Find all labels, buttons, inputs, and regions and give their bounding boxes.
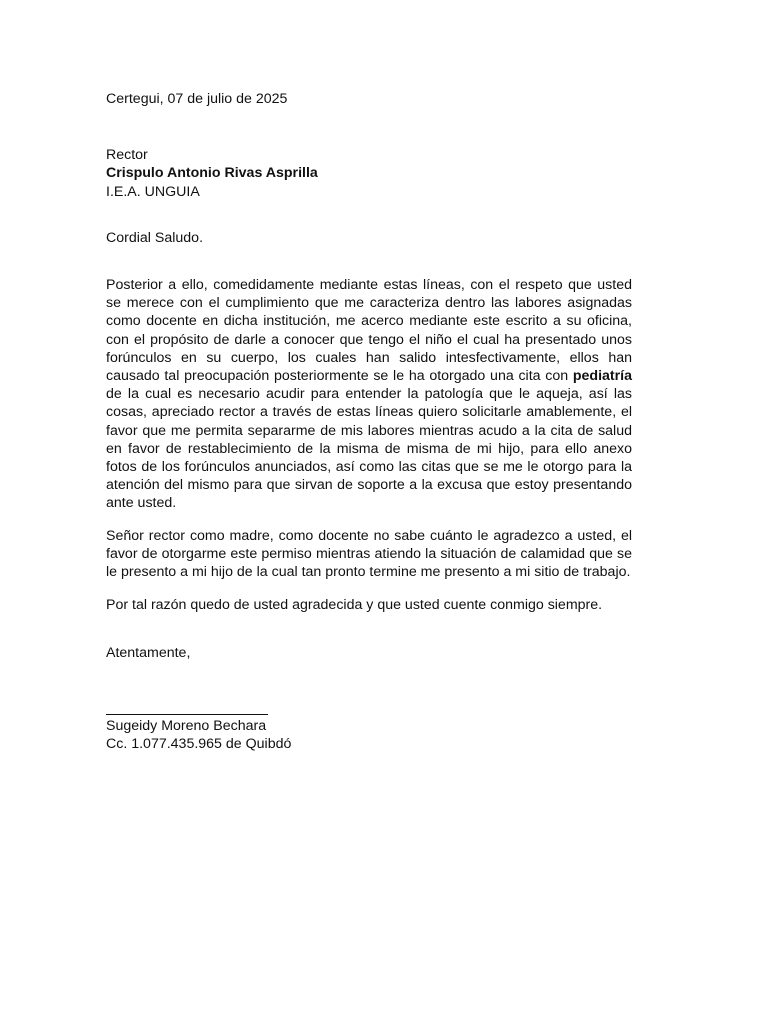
signature-block [106,698,632,753]
letter-date: Certegui, 07 de julio de 2025 [106,91,288,107]
paragraph-1-text-end: de la cual es necesario acudir para entender la patología que le aqueja, así las cosas, apreciado rector a través de estas líneas quiero solicitarle amablemente, el favor que me permita separarme de mis labores mientras acudo a la cita de salud en favor de restablecimiento de la misma de misma de mi hijo, para ello anexo fotos de los forúnculos anunciados, así como las citas que se me le otorgo para la atención del mismo para que sirvan de soporte a la excusa que estoy presentando ante usted. [106,386,632,512]
recipient-block [106,146,632,201]
paragraph-1-text-start: Posterior a ello, comedidamente mediante estas líneas, con el respeto que usted se merece con el cumplimiento que me caracteriza dentro las labores asignadas como docente en dicha institución, me acerco mediante este escrito a su oficina, con el propósito de darle a conocer que tengo el niño el cual ha presentado unos forúnculos en su cuerpo, los cuales han salido intesfectivamente, ellos han causado tal preocupación posteriormente se le ha otorgado una cita con [106,277,632,385]
recipient-name: Crispulo Antonio Rivas Asprilla [106,165,318,182]
signer-name: Sugeidy Moreno Bechara [106,718,267,735]
body-paragraph-1 [106,276,632,513]
body-paragraph-2: Señor rector como madre, como docente no sabe cuánto le agradezco a usted, el favor de otorgarme este permiso mientras atiendo la situación de calamidad que se le presento a mi hijo de la cual tan pronto termine me presento a mi sitio de trabajo. [106,527,632,581]
recipient-institution: I.E.A. UNGUIA [106,183,200,200]
signature-line [106,698,268,715]
letter-page [106,90,632,753]
signer-id: Cc. 1.077.435.965 de Quibdó [106,736,292,753]
closing: Atentamente, [106,644,191,661]
body-paragraph-3: Por tal razón quedo de usted agradecida y que usted cuente conmigo siempre. [106,596,603,613]
recipient-title: Rector [106,147,148,164]
salutation: Cordial Saludo. [106,229,204,246]
paragraph-1-bold-term: pediatría [572,368,632,385]
